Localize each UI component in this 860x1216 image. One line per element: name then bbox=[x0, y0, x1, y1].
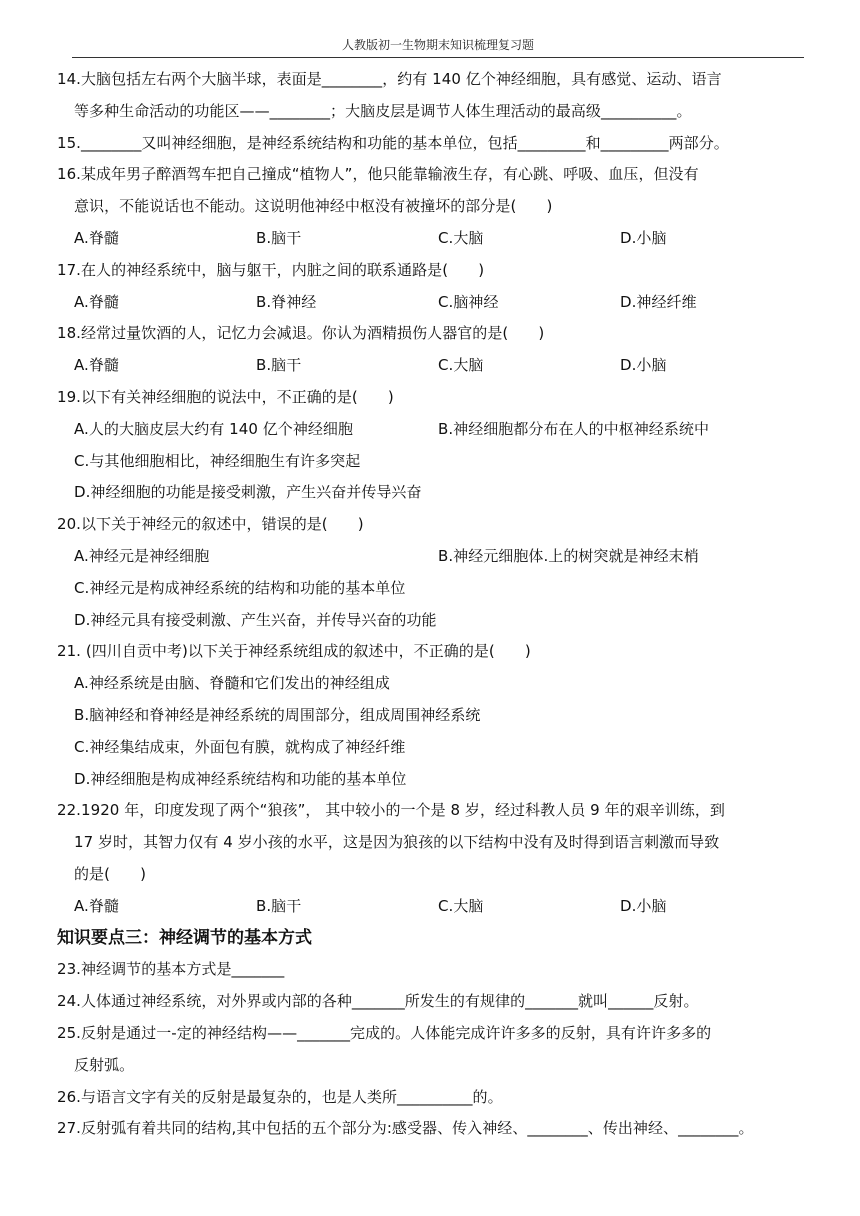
question-16-line-2: 意识，不能说话也不能动。这说明他神经中枢没有被撞坏的部分是( ) bbox=[74, 197, 553, 216]
option-a: A.脊髓 bbox=[74, 292, 119, 311]
option-a: A.脊髓 bbox=[74, 228, 119, 247]
document-body bbox=[57, 64, 817, 1145]
question-27: 27.反射弧有着共同的结构,其中包括的五个部分为:感受器、传入神经、________、传出神经、________。 bbox=[57, 1119, 754, 1138]
question-19-options-ab bbox=[57, 414, 817, 446]
option-d: D.小脑 bbox=[620, 228, 667, 247]
option-a: A.脊髓 bbox=[74, 896, 119, 915]
option-a: A.神经元是神经细胞 bbox=[74, 546, 210, 565]
question-23: 23.神经调节的基本方式是_______ bbox=[57, 960, 285, 979]
option-c: C.大脑 bbox=[438, 228, 484, 247]
question-20: 20.以下关于神经元的叙述中，错误的是( ) bbox=[57, 515, 364, 534]
option-d: D.小脑 bbox=[620, 356, 667, 375]
question-14-line-2: 等多种生命活动的功能区——________；大脑皮层是调节人体生理活动的最高级__________。 bbox=[74, 101, 692, 120]
question-25-line-2: 反射弧。 bbox=[74, 1055, 135, 1074]
question-25-line-1: 25.反射是通过一-定的神经结构——_______完成的。人体能完成许许多多的反射，具有许许多多的 bbox=[57, 1023, 712, 1042]
question-24: 24.人体通过神经系统，对外界或内部的各种_______所发生的有规律的_______就叫______反射。 bbox=[57, 992, 699, 1011]
option-c: C.脑神经 bbox=[438, 292, 499, 311]
option-b: B.脑神经和脊神经是神经系统的周围部分，组成周围神经系统 bbox=[74, 705, 481, 724]
option-b: B.脑干 bbox=[256, 896, 302, 915]
question-21: 21. (四川自贡中考)以下关于神经系统组成的叙述中，不正确的是( ) bbox=[57, 642, 531, 661]
option-b: B.神经细胞都分布在人的中枢神经系统中 bbox=[438, 419, 710, 438]
question-18: 18.经常过量饮酒的人，记忆力会减退。你认为酒精损伤人器官的是( ) bbox=[57, 324, 545, 343]
header-rule bbox=[72, 57, 804, 58]
question-20-options-ab bbox=[57, 541, 817, 573]
option-d: D.神经细胞是构成神经系统结构和功能的基本单位 bbox=[74, 769, 407, 788]
option-a: A.脊髓 bbox=[74, 356, 119, 375]
option-b: B.脑干 bbox=[256, 356, 302, 375]
option-c: C.大脑 bbox=[438, 356, 484, 375]
question-16-options bbox=[57, 223, 817, 255]
question-22-line-1: 22.1920 年，印度发现了两个“狼孩”， 其中较小的一个是 8 岁，经过科教人员 9 年的艰辛训练，到 bbox=[57, 801, 725, 820]
question-18-options bbox=[57, 350, 817, 382]
question-15: 15.________又叫神经细胞，是神经系统结构和功能的基本单位，包括_________和_________两部分。 bbox=[57, 133, 729, 152]
option-d: D.神经元具有接受刺激、产生兴奋，并传导兴奋的功能 bbox=[74, 610, 437, 629]
option-c: C.神经集结成束，外面包有膜，就构成了神经纤维 bbox=[74, 737, 406, 756]
option-c: C.与其他细胞相比，神经细胞生有许多突起 bbox=[74, 451, 361, 470]
section-heading: 知识要点三：神经调节的基本方式 bbox=[57, 927, 312, 948]
option-b: B.脊神经 bbox=[256, 292, 317, 311]
question-17-options bbox=[57, 287, 817, 319]
question-14-line-1: 14.大脑包括左右两个大脑半球，表面是________，约有 140 亿个神经细胞，具有感觉、运动、语言 bbox=[57, 70, 722, 88]
question-22-line-2: 17 岁时，其智力仅有 4 岁小孩的水平，这是因为狼孩的以下结构中没有及时得到语言刺激而导致 bbox=[74, 833, 720, 852]
option-b: B.神经元细胞体.上的树突就是神经末梢 bbox=[438, 546, 699, 565]
question-19: 19.以下有关神经细胞的说法中，不正确的是( ) bbox=[57, 387, 394, 406]
page-header: 人教版初一生物期末知识梳理复习题 bbox=[341, 38, 534, 52]
option-d: D.小脑 bbox=[620, 896, 667, 915]
question-26: 26.与语言文字有关的反射是最复杂的，也是人类所__________的。 bbox=[57, 1087, 503, 1106]
option-c: C.大脑 bbox=[438, 896, 484, 915]
question-22-line-3: 的是( ) bbox=[74, 864, 147, 883]
question-17: 17.在人的神经系统中，脑与躯干，内脏之间的联系通路是( ) bbox=[57, 260, 485, 279]
question-16-line-1: 16.某成年男子醉酒驾车把自己撞成“植物人”，他只能靠输液生存，有心跳、呼吸、血压，但没有 bbox=[57, 165, 699, 184]
option-d: D.神经细胞的功能是接受刺激，产生兴奋并传导兴奋 bbox=[74, 483, 422, 502]
option-d: D.神经纤维 bbox=[620, 292, 697, 311]
option-a: A.神经系统是由脑、脊髓和它们发出的神经组成 bbox=[74, 674, 390, 693]
question-22-options bbox=[57, 891, 817, 923]
option-a: A.人的大脑皮层大约有 140 亿个神经细胞 bbox=[74, 419, 354, 438]
option-c: C.神经元是构成神经系统的结构和功能的基本单位 bbox=[74, 578, 406, 597]
option-b: B.脑干 bbox=[256, 228, 302, 247]
